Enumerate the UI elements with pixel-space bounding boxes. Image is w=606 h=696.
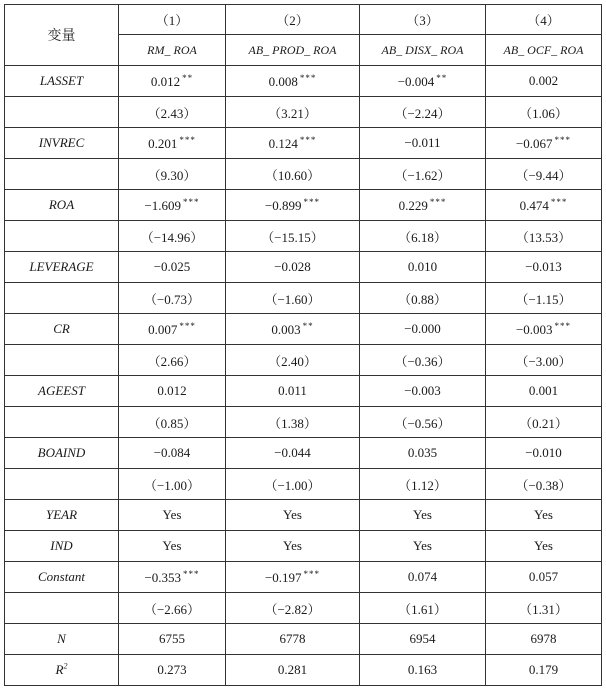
value-cell — [226, 593, 360, 624]
column-number: （1） — [119, 5, 226, 35]
value-cell — [226, 407, 360, 438]
value-cell — [119, 128, 226, 159]
cell-value: 0.001 — [528, 383, 559, 398]
variable-name-cell — [5, 500, 119, 531]
cell-value: （13.53） — [515, 229, 572, 245]
variable-name-cell — [5, 469, 119, 500]
cell-value: Yes — [162, 538, 182, 553]
column-name: AB_ OCF_ ROA — [486, 35, 602, 66]
value-cell — [486, 283, 602, 314]
table-row — [5, 97, 602, 128]
value-cell — [486, 438, 602, 469]
table-row — [5, 500, 602, 531]
variable-name-cell — [5, 221, 119, 252]
cell-value: −0.899 — [264, 197, 302, 213]
value-cell — [226, 376, 360, 407]
cell-value: −0.011 — [404, 135, 441, 150]
value-cell — [360, 624, 486, 655]
cell-value: −0.010 — [525, 445, 562, 460]
value-cell — [486, 531, 602, 562]
significance-stars: ** — [436, 72, 448, 83]
variable-name-cell — [5, 531, 119, 562]
cell-value: 0.229 — [398, 197, 428, 213]
variable-name: BOAIND — [37, 445, 86, 460]
value-cell — [360, 190, 486, 221]
value-cell — [360, 438, 486, 469]
significance-stars: *** — [554, 134, 572, 145]
table-row — [5, 531, 602, 562]
cell-value: （−2.24） — [394, 105, 451, 121]
value-cell — [360, 159, 486, 190]
variable-name: ROA — [48, 197, 75, 212]
cell-value: （−3.00） — [515, 353, 572, 369]
value-cell — [226, 159, 360, 190]
significance-stars: *** — [299, 72, 317, 83]
table-row — [5, 314, 602, 345]
value-cell — [360, 221, 486, 252]
value-cell — [360, 500, 486, 531]
cell-value: −0.028 — [274, 259, 311, 274]
value-cell — [119, 314, 226, 345]
value-cell — [360, 469, 486, 500]
value-cell — [360, 562, 486, 593]
column-name: AB_ PROD_ ROA — [226, 35, 360, 66]
cell-value: 0.012 — [157, 383, 187, 398]
cell-value: 0.057 — [528, 569, 559, 584]
significance-stars: ** — [302, 320, 314, 331]
value-cell — [119, 159, 226, 190]
cell-value: −0.003 — [515, 321, 553, 337]
cell-value: −0.353 — [144, 569, 182, 585]
cell-value: （1.06） — [519, 105, 568, 121]
value-cell — [486, 128, 602, 159]
value-cell — [360, 345, 486, 376]
value-cell — [360, 66, 486, 97]
value-cell — [360, 593, 486, 624]
value-cell — [119, 500, 226, 531]
value-cell — [226, 438, 360, 469]
value-cell — [226, 531, 360, 562]
value-cell — [226, 283, 360, 314]
value-cell — [360, 283, 486, 314]
value-cell — [486, 624, 602, 655]
value-cell — [119, 593, 226, 624]
value-cell — [226, 97, 360, 128]
value-cell — [486, 221, 602, 252]
cell-value: （−1.15） — [515, 291, 572, 307]
value-cell — [486, 655, 602, 686]
cell-value: 0.011 — [278, 383, 307, 398]
cell-value: 0.012 — [150, 73, 181, 89]
column-number: （3） — [360, 5, 486, 35]
table-row — [5, 283, 602, 314]
variable-name-cell — [5, 97, 119, 128]
cell-value: Yes — [534, 538, 553, 553]
table-row — [5, 159, 602, 190]
variable-name-cell — [5, 562, 119, 593]
table-row — [5, 345, 602, 376]
cell-value: 0.007 — [148, 321, 178, 337]
column-number: （2） — [226, 5, 360, 35]
value-cell — [486, 66, 602, 97]
cell-value: −0.044 — [274, 445, 311, 460]
cell-value: （−0.56） — [394, 415, 451, 431]
variable-name-cell — [5, 252, 119, 283]
value-cell — [486, 314, 602, 345]
cell-value: （2.43） — [147, 105, 197, 121]
significance-stars: *** — [183, 196, 200, 207]
value-cell — [119, 252, 226, 283]
variable-name: LASSET — [39, 73, 84, 88]
value-cell — [226, 345, 360, 376]
value-cell — [486, 593, 602, 624]
cell-value: （0.21） — [519, 415, 568, 431]
cell-value: 0.008 — [268, 73, 298, 89]
value-cell — [226, 469, 360, 500]
value-cell — [486, 500, 602, 531]
cell-value: 0.273 — [157, 662, 187, 677]
variable-name-cell — [5, 159, 119, 190]
value-cell — [360, 252, 486, 283]
value-cell — [486, 252, 602, 283]
superscript: 2 — [63, 661, 68, 671]
value-cell — [486, 376, 602, 407]
cell-value: 0.201 — [148, 135, 178, 151]
cell-value: Yes — [162, 507, 182, 522]
value-cell — [119, 66, 226, 97]
table-row — [5, 252, 602, 283]
variable-name-cell — [5, 283, 119, 314]
cell-value: （1.38） — [268, 415, 317, 431]
cell-value: （−0.36） — [394, 353, 451, 369]
cell-value: Yes — [283, 538, 302, 553]
table-row — [5, 562, 602, 593]
table-row — [5, 407, 602, 438]
variable-name-cell — [5, 345, 119, 376]
cell-value: −0.025 — [153, 259, 191, 274]
cell-value: （2.40） — [268, 353, 317, 369]
column-name: AB_ DISX_ ROA — [360, 35, 486, 66]
cell-value: 0.474 — [519, 197, 549, 213]
variable-name: N — [57, 631, 66, 646]
variable-name-cell — [5, 190, 119, 221]
value-cell — [360, 97, 486, 128]
value-cell — [119, 376, 226, 407]
significance-stars: *** — [179, 320, 196, 331]
value-cell — [119, 562, 226, 593]
cell-value: （−15.15） — [261, 229, 324, 245]
value-cell — [119, 655, 226, 686]
value-cell — [360, 376, 486, 407]
variable-name: LEVERAGE — [29, 259, 94, 274]
cell-value: （−0.73） — [143, 291, 201, 307]
value-cell — [119, 624, 226, 655]
cell-value: Yes — [283, 507, 302, 522]
variable-name: IND — [50, 538, 73, 553]
variable-name-cell — [5, 314, 119, 345]
cell-value: Yes — [534, 507, 553, 522]
value-cell — [119, 345, 226, 376]
cell-value: −0.084 — [153, 445, 191, 460]
cell-value: 0.281 — [277, 662, 308, 677]
value-cell — [226, 314, 360, 345]
value-cell — [486, 190, 602, 221]
value-cell — [486, 97, 602, 128]
value-cell — [226, 221, 360, 252]
value-cell — [226, 562, 360, 593]
cell-value: （2.66） — [147, 353, 197, 369]
variable-name: YEAR — [45, 507, 78, 522]
cell-value: （−14.96） — [140, 229, 204, 245]
cell-value: −0.197 — [264, 569, 302, 585]
cell-value: 0.163 — [407, 662, 438, 677]
variable-name-cell — [5, 376, 119, 407]
value-cell — [226, 252, 360, 283]
cell-value: （−1.00） — [143, 477, 201, 493]
significance-stars: *** — [299, 134, 317, 145]
significance-stars: *** — [303, 568, 321, 579]
cell-value: （10.60） — [264, 167, 321, 183]
cell-value: −0.067 — [515, 135, 553, 151]
cell-value: （3.21） — [268, 105, 317, 121]
value-cell — [486, 469, 602, 500]
cell-value: （1.31） — [519, 601, 568, 617]
cell-value: 6978 — [530, 631, 557, 646]
value-cell — [360, 128, 486, 159]
value-cell — [226, 500, 360, 531]
value-cell — [360, 655, 486, 686]
variable-name: CR — [53, 321, 70, 336]
significance-stars: *** — [179, 134, 196, 145]
significance-stars: *** — [550, 196, 568, 207]
cell-value: （−2.66） — [143, 601, 201, 617]
table-row — [5, 624, 602, 655]
value-cell — [360, 407, 486, 438]
table-row — [5, 469, 602, 500]
header-row-numbers — [5, 5, 602, 35]
cell-value: 6755 — [159, 631, 185, 646]
value-cell — [226, 624, 360, 655]
value-cell — [226, 66, 360, 97]
value-cell — [119, 190, 226, 221]
cell-value: 0.124 — [268, 135, 298, 151]
variable-name-cell — [5, 624, 119, 655]
value-cell — [119, 469, 226, 500]
cell-value: 0.179 — [528, 662, 559, 677]
variable-name-cell — [5, 593, 119, 624]
significance-stars: *** — [554, 320, 572, 331]
significance-stars: ** — [182, 72, 194, 83]
value-cell — [226, 190, 360, 221]
column-name: RM_ ROA — [119, 35, 226, 66]
value-cell — [486, 159, 602, 190]
cell-value: 0.035 — [407, 445, 438, 460]
variable-name-cell — [5, 128, 119, 159]
cell-value: （1.61） — [398, 601, 447, 617]
significance-stars: *** — [183, 568, 200, 579]
value-cell — [119, 407, 226, 438]
value-cell — [119, 97, 226, 128]
table-row — [5, 376, 602, 407]
cell-value: Yes — [413, 538, 432, 553]
cell-value: 6954 — [409, 631, 436, 646]
cell-value: 0.003 — [271, 321, 301, 337]
value-cell — [486, 407, 602, 438]
table-row — [5, 190, 602, 221]
cell-value: 0.002 — [528, 73, 559, 88]
cell-value: （−2.82） — [264, 601, 321, 617]
significance-stars: *** — [429, 196, 447, 207]
value-cell — [119, 221, 226, 252]
cell-value: 0.074 — [407, 569, 438, 584]
column-number: （4） — [486, 5, 602, 35]
cell-value: 0.010 — [407, 259, 438, 274]
value-cell — [119, 283, 226, 314]
variable-name-cell — [5, 407, 119, 438]
cell-value: −1.609 — [144, 197, 182, 213]
variable-name: Constant — [38, 569, 85, 584]
table-row — [5, 221, 602, 252]
cell-value: −0.000 — [404, 321, 441, 336]
cell-value: −0.004 — [397, 73, 435, 89]
value-cell — [226, 128, 360, 159]
cell-value: （−1.00） — [264, 477, 321, 493]
value-cell — [486, 562, 602, 593]
cell-value: （1.12） — [398, 477, 447, 493]
cell-value: （6.18） — [398, 229, 447, 245]
cell-value: （−1.62） — [394, 167, 451, 183]
regression-table — [4, 4, 602, 686]
value-cell — [360, 314, 486, 345]
value-cell — [226, 655, 360, 686]
cell-value: 6778 — [279, 631, 306, 646]
value-cell — [119, 531, 226, 562]
table-row — [5, 438, 602, 469]
cell-value: （−9.44） — [515, 167, 572, 183]
table-row — [5, 655, 602, 686]
cell-value: （9.30） — [147, 167, 197, 183]
cell-value: −0.013 — [525, 259, 562, 274]
cell-value: （−1.60） — [264, 291, 321, 307]
table-row — [5, 128, 602, 159]
value-cell — [486, 345, 602, 376]
cell-value: （0.85） — [147, 415, 197, 431]
significance-stars: *** — [303, 196, 321, 207]
cell-value: Yes — [413, 507, 432, 522]
cell-value: −0.003 — [404, 383, 441, 398]
variable-name-cell — [5, 438, 119, 469]
variable-name: R — [55, 662, 64, 677]
value-cell — [119, 438, 226, 469]
cell-value: （0.88） — [398, 291, 447, 307]
variable-name: AGEEST — [38, 383, 85, 398]
variable-name-cell — [5, 655, 119, 686]
variable-column-header: 变量 — [5, 5, 119, 66]
value-cell — [360, 531, 486, 562]
cell-value: （−0.38） — [515, 477, 572, 493]
variable-name-cell — [5, 66, 119, 97]
table-row — [5, 66, 602, 97]
variable-name: INVREC — [38, 135, 85, 150]
table-row — [5, 593, 602, 624]
